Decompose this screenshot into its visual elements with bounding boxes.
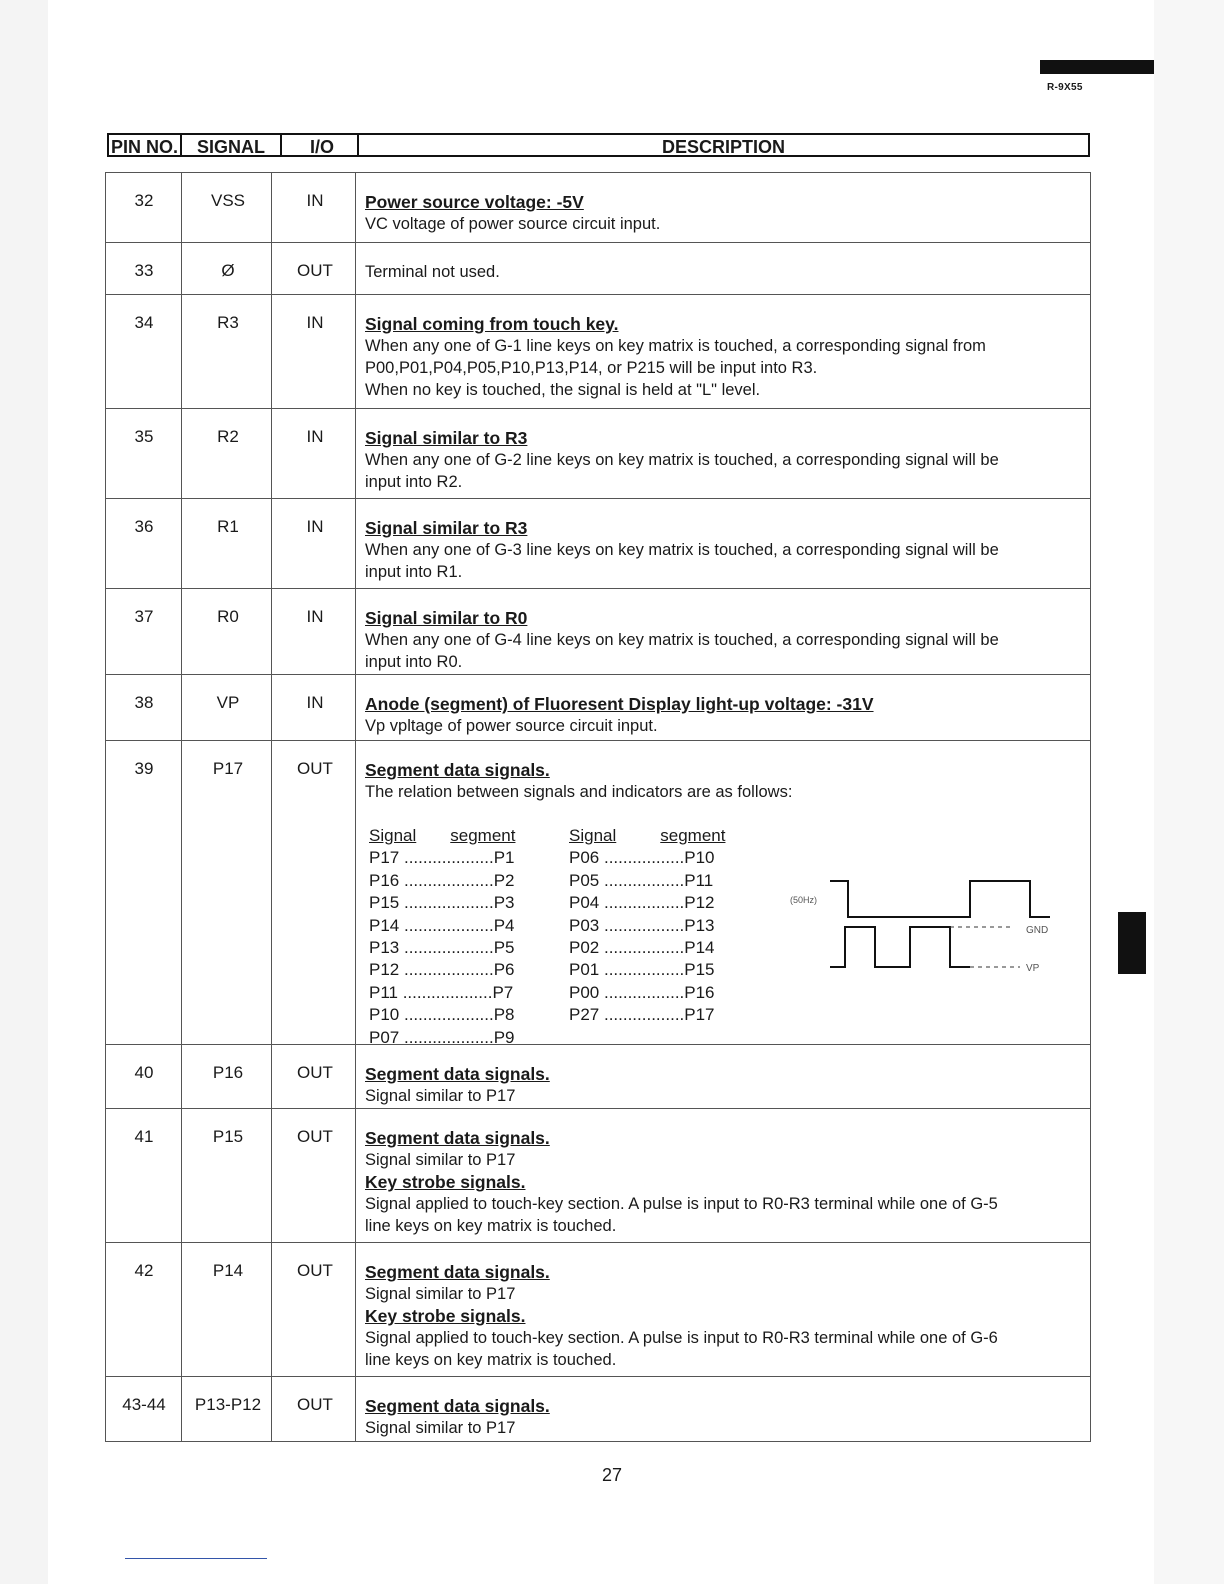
description-line: Terminal not used. — [365, 263, 500, 281]
segment-item: P27 .................P17 — [569, 1005, 715, 1025]
segment-item: P06 .................P10 — [569, 848, 715, 868]
segment-list-left — [369, 825, 515, 1049]
vp-label: VP — [1026, 963, 1040, 974]
pin-table — [105, 172, 1091, 1442]
description-title: Segment data signals. — [365, 760, 550, 780]
io-direction: OUT — [297, 1261, 333, 1280]
io-direction: IN — [306, 427, 324, 446]
table-row — [105, 588, 1091, 674]
pin-number: 41 — [134, 1127, 154, 1146]
io-direction: IN — [306, 693, 324, 712]
description-line: When any one of G-4 line keys on key matrix is touched, a corresponding signal will be — [365, 631, 999, 649]
segment-head-segment: segment — [450, 826, 516, 845]
segment-item: P00 .................P16 — [569, 982, 715, 1002]
signal-name: P16 — [212, 1063, 244, 1082]
description — [365, 1063, 1087, 1107]
column-border — [355, 172, 356, 1442]
segment-item: P10 ...................P8 — [369, 1005, 515, 1025]
description-line: When any one of G-2 line keys on key matrix is touched, a corresponding signal will be — [365, 451, 999, 469]
description-line: When any one of G-1 line keys on key matrix is touched, a corresponding signal from — [365, 337, 986, 355]
table-row — [105, 1108, 1091, 1242]
description-line: input into R0. — [365, 653, 463, 671]
segment-head-signal: Signal — [569, 826, 617, 845]
signal-name: P15 — [212, 1127, 244, 1146]
segment-item: P15 ...................P3 — [369, 893, 515, 913]
io-direction: OUT — [297, 1063, 333, 1082]
description — [365, 313, 1087, 401]
description-line: line keys on key matrix is touched. — [365, 1351, 617, 1369]
signal-name: P17 — [212, 759, 244, 778]
description — [365, 191, 1087, 235]
segment-item: P16 ...................P2 — [369, 870, 515, 890]
description — [365, 759, 1087, 1049]
table-row — [105, 242, 1091, 294]
description-subtitle: Key strobe signals. — [365, 1172, 526, 1192]
section-tab — [1118, 912, 1146, 974]
signal-name: VSS — [210, 191, 246, 210]
description-line: VC voltage of power source circuit input. — [365, 215, 661, 233]
segment-item: P07 ...................P9 — [369, 1027, 515, 1047]
segment-item: P13 ...................P5 — [369, 938, 515, 958]
description-line: Vp vpltage of power source circuit input. — [365, 717, 658, 735]
pin-number: 32 — [134, 191, 154, 210]
description-title: Segment data signals. — [365, 1064, 550, 1084]
segment-item: P04 .................P12 — [569, 893, 715, 913]
left-margin-shade — [0, 0, 48, 1584]
right-margin-shade — [1154, 0, 1224, 1584]
signal-name: R2 — [217, 427, 239, 446]
segment-list-right — [569, 825, 725, 1027]
signal-name: P14 — [212, 1261, 244, 1280]
description-line: Signal similar to P17 — [365, 1419, 516, 1437]
segment-head-segment: segment — [660, 826, 726, 845]
description — [365, 1395, 1087, 1439]
description-title: Signal similar to R0 — [365, 608, 528, 628]
description-line: The relation between signals and indicators are as follows: — [365, 783, 793, 801]
pin-number: 34 — [134, 313, 154, 332]
pin-number: 43-44 — [122, 1395, 166, 1414]
pin-number: 37 — [134, 607, 154, 626]
gnd-label: GND — [1026, 925, 1049, 936]
description-title: Segment data signals. — [365, 1262, 550, 1282]
description-line: Signal applied to touch-key section. A pulse is input to R0-R3 terminal while one of G-5 — [365, 1195, 998, 1213]
description-line: Signal applied to touch-key section. A pulse is input to R0-R3 terminal while one of G-6 — [365, 1329, 998, 1347]
column-border — [1090, 172, 1091, 1442]
io-direction: OUT — [297, 1395, 333, 1414]
io-direction: OUT — [297, 759, 333, 778]
table-row — [105, 1242, 1091, 1376]
header-pin: PIN NO. — [107, 133, 182, 157]
description — [365, 607, 1087, 673]
segment-item: P02 .................P14 — [569, 938, 715, 958]
io-direction: IN — [306, 313, 324, 332]
description-title: Signal similar to R3 — [365, 518, 528, 538]
frequency-label: (50Hz) — [790, 895, 818, 905]
column-border — [271, 172, 272, 1442]
description — [365, 517, 1087, 583]
table-row — [105, 498, 1091, 588]
description-title: Signal coming from touch key. — [365, 314, 619, 334]
pin-number: 38 — [134, 693, 154, 712]
segment-header — [569, 825, 725, 847]
signal-name: R3 — [217, 313, 239, 332]
table-row — [105, 1044, 1091, 1108]
table-row — [105, 172, 1091, 242]
description — [365, 693, 1087, 737]
table-row — [105, 674, 1091, 740]
pin-number: 35 — [134, 427, 154, 446]
pin-number: 40 — [134, 1063, 154, 1082]
pin-number: 33 — [134, 261, 154, 280]
description-line: input into R2. — [365, 473, 463, 491]
io-direction: IN — [306, 607, 324, 626]
segment-item: P03 .................P13 — [569, 915, 715, 935]
description — [365, 1261, 1087, 1371]
io-direction: OUT — [297, 261, 333, 280]
description-line: line keys on key matrix is touched. — [365, 1217, 617, 1235]
column-border — [105, 172, 106, 1442]
description-line: Signal similar to P17 — [365, 1087, 516, 1105]
segment-header — [369, 825, 515, 847]
pin-number: 36 — [134, 517, 154, 536]
segment-item: P12 ...................P6 — [369, 960, 515, 980]
description — [365, 261, 1087, 283]
waveform-diagram — [790, 867, 1080, 977]
description-title: Segment data signals. — [365, 1396, 550, 1416]
description-title: Power source voltage: -5V — [365, 192, 584, 212]
table-header — [107, 133, 1090, 157]
table-row — [105, 1376, 1091, 1442]
io-direction: IN — [306, 517, 324, 536]
description — [365, 427, 1087, 493]
header-signal: SIGNAL — [182, 133, 282, 157]
table-row — [105, 740, 1091, 1047]
description-line: Signal similar to P17 — [365, 1285, 516, 1303]
description-line: input into R1. — [365, 563, 463, 581]
pin-number: 39 — [134, 759, 154, 778]
description-line: When no key is touched, the signal is held at "L" level. — [365, 381, 761, 399]
segment-item: P14 ...................P4 — [369, 915, 515, 935]
io-direction: IN — [306, 191, 324, 210]
description-title: Signal similar to R3 — [365, 428, 528, 448]
signal-name: R1 — [217, 517, 239, 536]
segment-head-signal: Signal — [369, 826, 417, 845]
page-number: 27 — [601, 1465, 623, 1485]
description-line: P00,P01,P04,P05,P10,P13,P14, or P215 will be input into R3. — [365, 359, 818, 377]
signal-name: VP — [216, 693, 240, 712]
segment-item: P01 .................P15 — [569, 960, 715, 980]
waveform-upper — [830, 881, 1050, 917]
header-description: DESCRIPTION — [357, 133, 1090, 157]
io-direction: OUT — [297, 1127, 333, 1146]
signal-name: R0 — [217, 607, 239, 626]
table-row — [105, 294, 1091, 408]
corner-marker — [1040, 60, 1154, 74]
signal-name: P13-P12 — [194, 1395, 262, 1414]
description — [365, 1127, 1087, 1237]
segment-item: P11 ...................P7 — [369, 982, 514, 1002]
header-io: I/O — [282, 133, 362, 157]
pin-number: 42 — [134, 1261, 154, 1280]
signal-name: Ø — [221, 261, 235, 280]
description-title: Anode (segment) of Fluoresent Display light-up voltage: -31V — [365, 694, 874, 714]
model-number: R-9X55 — [1047, 82, 1083, 93]
column-border — [181, 172, 182, 1442]
waveform-lower — [830, 927, 970, 967]
segment-item: P05 .................P11 — [569, 870, 714, 890]
description-subtitle: Key strobe signals. — [365, 1306, 526, 1326]
table-row — [105, 408, 1091, 498]
segment-item: P17 ...................P1 — [369, 848, 515, 868]
description-line: When any one of G-3 line keys on key matrix is touched, a corresponding signal will be — [365, 541, 999, 559]
description-title: Segment data signals. — [365, 1128, 550, 1148]
bottom-rule — [125, 1558, 267, 1559]
description-line: Signal similar to P17 — [365, 1151, 516, 1169]
